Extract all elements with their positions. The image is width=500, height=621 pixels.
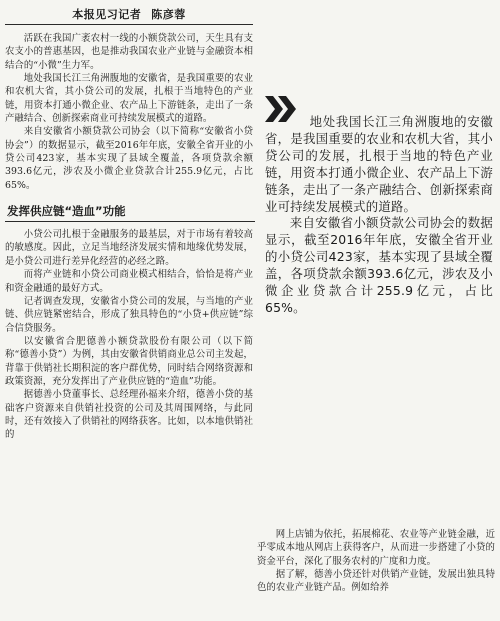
paragraph: 网上店铺为依托，拓展棉花、农业等产业链金融，近乎零成本地从网店上获得客户，从而进一步搭建了小贷的资金平台，深化了服务农村的广度和力度。 [257, 529, 495, 567]
paragraph: 据了解，德善小贷还针对供销产业链，发展出独具特色的农业产业链产品。例如给养 [257, 569, 495, 594]
right-column [257, 528, 495, 595]
pull-quote-paragraph: 来自安徽省小额贷款公司协会的数据显示，截至2016年年底，安徽全省开业的小贷公司423家，基本实现了县域全覆盖，各项贷款余额393.6亿元，涉农及小微企业贷款合计255.9亿元，占比65%。 [265, 215, 493, 315]
paragraph: 而将产业链和小贷公司商业模式相结合，恰恰是将产业和资金融通的最好方式。 [5, 269, 253, 294]
paragraph: 据德善小贷董事长、总经理孙福来介绍，德善小贷的基础客户资源来自供销社投资的公司及其周围网络，与此同时，还有效接入了供销社的网络获客。比如，以本地供销社的 [5, 389, 253, 441]
pull-quote-paragraph: 地处我国长江三角洲腹地的安徽省，是我国重要的农业和农机大省，其小贷公司的发展，扎根于当地的特色产业链，用资本打通小微企业、农产品上下游链条，走出了一条产融结合、创新探索商业可持续发展模式的道路。 [265, 114, 493, 214]
paragraph: 小贷公司扎根于金融服务的最基层，对于市场有着较高的敏感度。因此，立足当地经济发展实情和地缘优势发展，是小贷公司进行差异化经营的必经之路。 [5, 229, 253, 267]
left-column [5, 6, 253, 442]
pull-quote [265, 96, 493, 317]
paragraph: 记者调查发现，安徽省小贷公司的发展，与当地的产业链、供应链紧密结合，形成了独具特色的“小贷+供应链”综合信贷服务。 [5, 295, 253, 334]
paragraph: 以安徽省合肥德善小额贷款股份有限公司（以下简称“德善小贷”）为例，其由安徽省供销商业总公司主发起，背靠于供销社长期积淀的客户群优势，同时结合网络资源和政策资源，充分发挥出了产业供应链的“造血”功能。 [5, 335, 253, 387]
section-heading: 发挥供应链“造血”功能 [5, 203, 255, 222]
double-chevron-icon [265, 96, 299, 122]
byline-role: 本报见习记者 [72, 8, 142, 21]
paragraph: 活跃在我国广袤农村一线的小额贷款公司，天生具有支农支小的普惠基因，也是推动我国农业产业链与金融资本相结合的“小微”生力军。 [5, 33, 253, 71]
byline [5, 6, 253, 25]
byline-name: 陈彦蓉 [151, 8, 186, 21]
paragraph: 来自安徽省小额贷款公司协会（以下简称“安徽省小贷协会”）的数据显示，截至2016年年底，安徽全省开业的小贷公司423家，基本实现了县域全覆盖，各项贷款余额393.6亿元，涉农及小微企业贷款合计255.9亿元，占比65%。 [5, 126, 253, 191]
paragraph: 地处我国长江三角洲腹地的安徽省，是我国重要的农业和农机大省，其小贷公司的发展，扎根于当地特色的产业链，用资本打通小微企业、农产品上下游链条，走出了一条产融结合、创新探索商业可持续发展模式的道路。 [5, 73, 253, 125]
